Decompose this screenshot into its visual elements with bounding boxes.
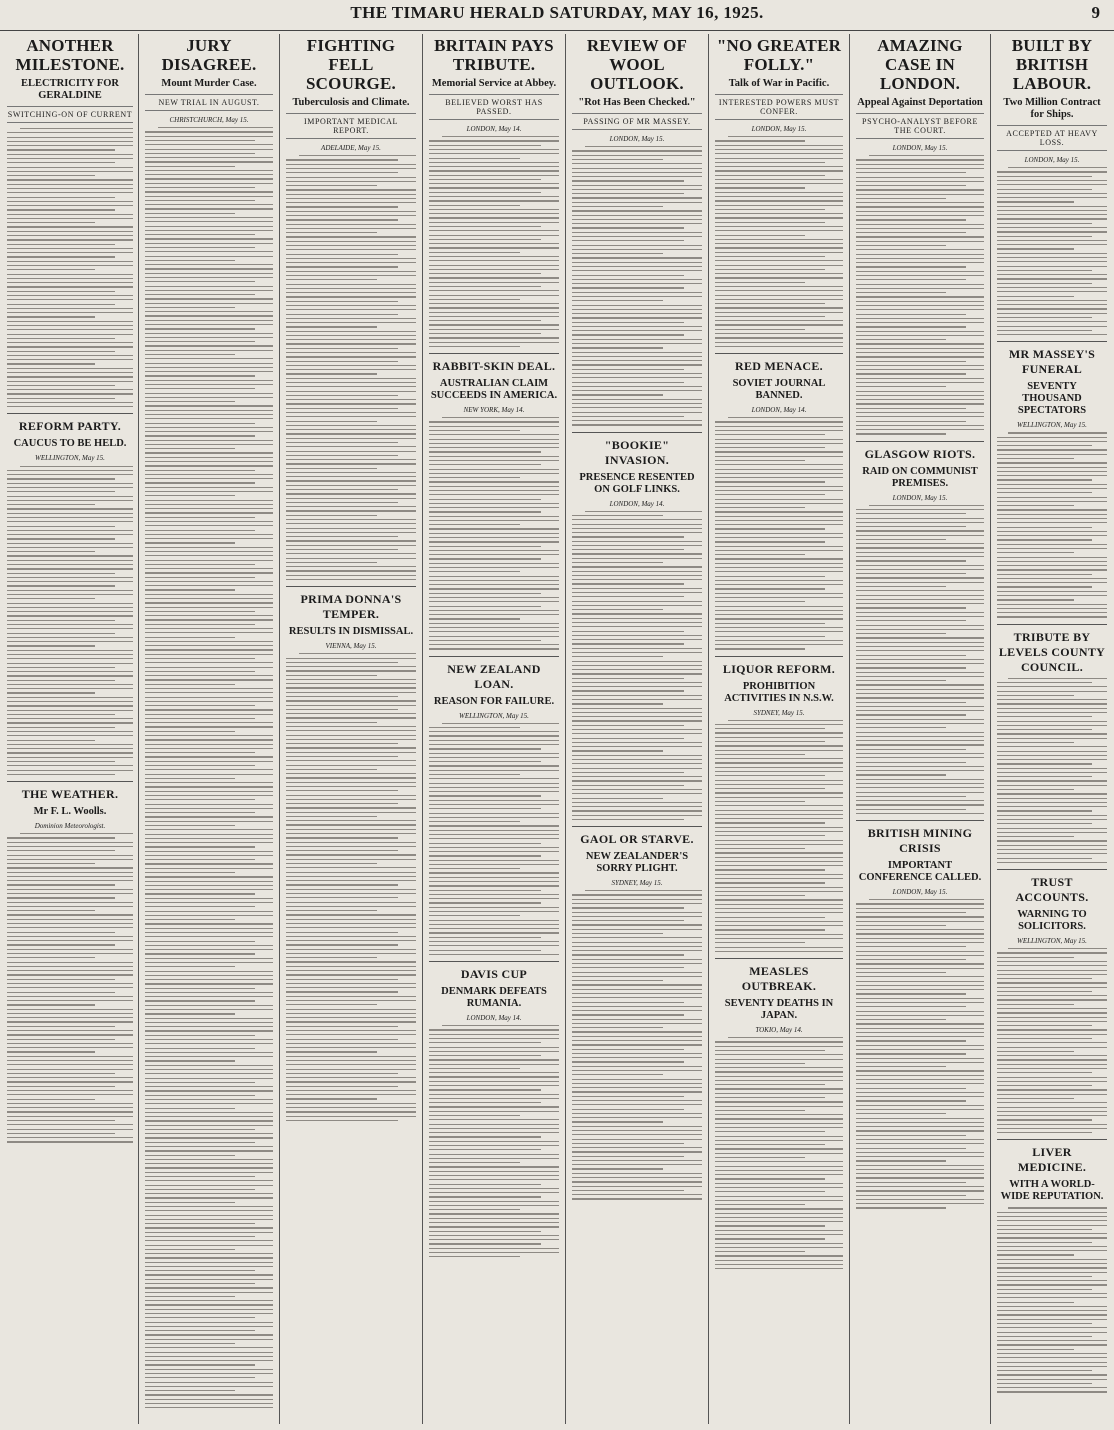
section-subhead: WARNING TO SOLICITORS. [1017,909,1087,932]
article-subhead: ACCEPTED AT HEAVY LOSS. [997,125,1107,151]
section-subhead: IMPORTANT CONFERENCE CALLED. [858,860,982,884]
article-column [710,34,848,1426]
article-column [2,34,138,1426]
section-dateline: WELLINGTON, May 15. [1017,421,1087,430]
text-block [7,466,133,775]
text-block [572,890,702,1199]
article-column [567,34,707,1426]
section-subhead: Mr F. L. Woolls. [33,806,107,817]
section-dateline: TOKIO, May 14. [755,1026,803,1034]
dateline: CHRISTCHURCH, May 15. [169,116,249,124]
section-subhead: SOVIET JOURNAL BANNED. [732,378,826,402]
section-dateline: LONDON, May 14. [751,406,807,415]
text-block [429,136,559,347]
section-subhead: PRESENCE RESENTED ON GOLF LINKS. [579,471,695,495]
text-block [429,1025,559,1257]
article-subhead: PASSING OF MR MASSEY. [572,113,702,130]
dateline: LONDON, May 15. [751,125,807,133]
article-headline: FIGHTING FELL SCOURGE. [306,36,396,93]
article-column [424,34,564,1426]
text-block [7,128,133,407]
column-rule [849,34,850,1424]
section-subhead: REASON FOR FAILURE. [433,695,555,707]
article-headline: BUILT BY BRITISH LABOUR. [1011,36,1093,93]
text-block [997,1207,1107,1392]
column-rule [708,34,709,1424]
section-subhead: RAID ON COMMUNIST PREMISES. [862,465,978,489]
article-headline: REVIEW OF WOOL OUTLOOK. [586,36,688,93]
section-subhead: SEVENTY DEATHS IN JAPAN. [724,998,834,1021]
section-headline: GLASGOW RIOTS. [856,441,984,462]
column-rule [138,34,139,1424]
masthead-title: THE TIMARU HERALD SATURDAY, MAY 16, 1925. [350,3,764,22]
dateline: LONDON, May 15. [892,144,948,152]
section-subhead: SEVENTY THOUSAND SPECTATORS [1017,381,1087,417]
section-subhead: NEW ZEALANDER'S SORRY PLIGHT. [585,851,689,875]
column-rule [279,34,280,1424]
text-block [429,417,559,649]
column-rule [422,34,423,1424]
dateline: LONDON, May 15. [609,135,665,143]
section-headline: MEASLES OUTBREAK. [715,958,843,994]
section-headline: BRITISH MINING CRISIS [856,820,984,856]
section-subhead: DENMARK DEFEATS RUMANIA. [441,986,547,1009]
text-block [856,899,984,1208]
article-subhead: "Rot Has Been Checked." [578,97,696,108]
section-dateline: LONDON, May 14. [609,499,665,508]
section-headline: TRIBUTE BY LEVELS COUNTY COUNCIL. [997,624,1107,675]
column-rule [565,34,566,1424]
article-headline: BRITAIN PAYS TRIBUTE. [434,36,554,74]
text-block [286,653,416,1121]
text-block [7,833,133,1142]
section-dateline: Dominion Meteorologist. [34,822,106,830]
article-subhead: NEW TRIAL IN AUGUST. [145,94,273,111]
section-subhead: WITH A WORLD-WIDE REPUTATION. [1000,1179,1104,1203]
section-headline: LIQUOR REFORM. [715,656,843,677]
section-dateline: VIENNA, May 15. [325,642,377,651]
section-dateline: WELLINGTON, May 15. [35,454,105,463]
section-dateline: SYDNEY, May 15. [611,879,663,888]
section-headline: MR MASSEY'S FUNERAL [997,341,1107,377]
section-dateline: SYDNEY, May 15. [753,708,805,717]
text-block [429,723,559,955]
article-subhead: BELIEVED WORST HAS PASSED. [429,94,559,120]
article-subhead: Appeal Against Deportation [857,97,983,108]
article-subhead: PSYCHO-ANALYST BEFORE THE COURT. [856,113,984,139]
section-headline: DAVIS CUP [429,961,559,982]
text-block [145,127,273,1408]
section-headline: "BOOKIE" INVASION. [572,432,702,468]
article-subhead: Mount Murder Case. [161,78,257,89]
section-headline: GAOL OR STARVE. [572,826,702,847]
section-subhead: CAUCUS TO BE HELD. [13,438,127,450]
article-subhead: Talk of War in Pacific. [728,78,830,89]
text-block [572,511,702,820]
text-block [997,948,1107,1133]
text-block [856,505,984,814]
dateline: ADELAIDE, May 15. [321,144,381,152]
article-headline: ANOTHER MILESTONE. [15,36,125,74]
text-block [715,136,843,347]
section-headline: NEW ZEALAND LOAN. [429,656,559,692]
article-subhead: INTERESTED POWERS MUST CONFER. [715,94,843,120]
article-headline: AMAZING CASE IN LONDON. [877,36,963,93]
text-block [572,146,702,425]
masthead [0,0,1114,31]
section-headline: REFORM PARTY. [7,413,133,434]
article-subhead: ELECTRICITY FOR GERALDINE [21,78,119,101]
article-column [140,34,278,1426]
dateline: LONDON, May 15. [1024,156,1080,164]
text-block [997,167,1107,335]
article-column [281,34,421,1426]
section-headline: RABBIT-SKIN DEAL. [429,353,559,374]
text-block [715,1037,843,1269]
section-headline: THE WEATHER. [7,781,133,802]
article-subhead: IMPORTANT MEDICAL REPORT. [286,113,416,139]
section-headline: TRUST ACCOUNTS. [997,869,1107,905]
text-block [286,155,416,580]
text-block [856,155,984,434]
section-headline: LIVER MEDICINE. [997,1139,1107,1175]
section-dateline: LONDON, May 14. [466,1014,522,1022]
section-headline: RED MENACE. [715,353,843,374]
section-headline: PRIMA DONNA'S TEMPER. [286,586,416,622]
article-column [851,34,989,1426]
section-dateline: WELLINGTON, May 15. [1017,937,1087,945]
section-subhead: AUSTRALIAN CLAIM SUCCEEDS IN AMERICA. [430,378,558,402]
section-dateline: LONDON, May 15. [892,888,948,897]
article-subhead: Memorial Service at Abbey. [431,78,557,89]
text-block [715,417,843,649]
article-subhead: SWITCHING-ON OF CURRENT [7,106,133,123]
text-block [715,720,843,952]
text-block [997,678,1107,863]
article-headline: JURY DISAGREE. [161,36,257,74]
article-column [992,34,1112,1426]
section-dateline: NEW YORK, May 14. [463,406,525,415]
section-subhead: RESULTS IN DISMISSAL. [288,626,414,638]
text-block [997,432,1107,617]
page-number: 9 [1091,3,1100,22]
section-subhead: PROHIBITION ACTIVITIES IN N.S.W. [724,680,834,704]
section-dateline: LONDON, May 15. [892,493,948,502]
section-dateline: WELLINGTON, May 15. [459,711,529,720]
article-subhead: Two Million Contract for Ships. [1003,97,1101,120]
article-headline: "NO GREATER FOLLY." [716,36,842,74]
column-rule [990,34,991,1424]
article-subhead: Tuberculosis and Climate. [292,97,410,108]
dateline: LONDON, May 14. [466,125,522,133]
